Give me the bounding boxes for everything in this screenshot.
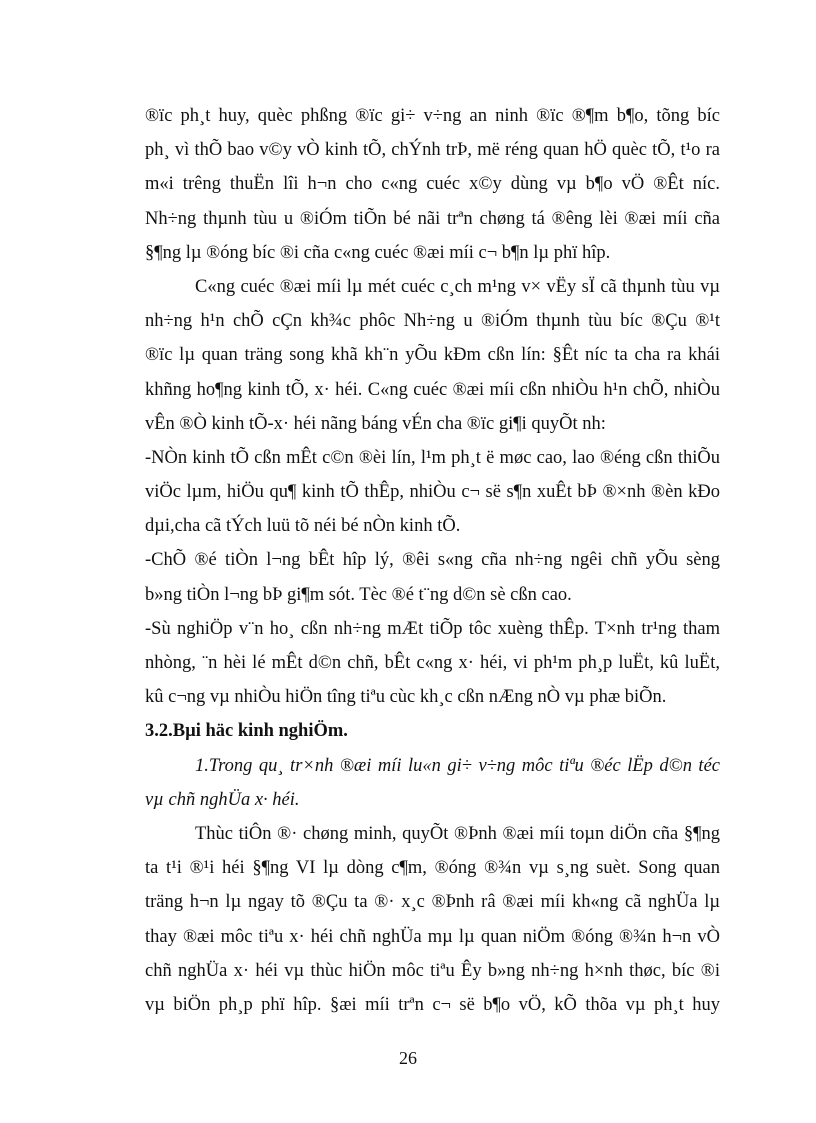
- text-line: thay ®æi môc tiªu x· héi chñ nghÜa mµ lµ quan niÖm ®óng ®¾n h¬n vÒ: [145, 926, 720, 947]
- text-line: §¶ng lµ ®óng bíc ®i cña c«ng cuéc ®æi míi c¬ b¶n lµ phï hîp.: [145, 242, 611, 263]
- text-line: -NÒn kinh tÕ cßn mÊt c©n ®èi lín, l¹m ph¸t ë møc cao, lao ®éng cßn thiÕu: [145, 447, 720, 468]
- subheading-line: vµ chñ nghÜa x· héi.: [145, 789, 300, 810]
- text-line: träng h¬n lµ ngay tõ ®Çu ta ®· x¸c ®Þnh râ ®æi míi kh«ng cã nghÜa lµ: [145, 892, 720, 913]
- text-line: vµ biÖn ph¸p phï hîp. §æi míi trªn c¬ së b¶o vÖ, kÕ thõa vµ ph¸t huy: [145, 994, 720, 1015]
- text-line: dµi,cha cã tÝch luü tõ néi bé nÒn kinh tÕ.: [145, 516, 461, 537]
- text-line: C«ng cuéc ®æi míi lµ mét cuéc c¸ch m¹ng v× vËy sÏ cã thµnh tùu vµ: [195, 276, 720, 297]
- text-line: nhòng, ¨n hèi lé mÊt d©n chñ, bÊt c«ng x· héi, vi ph¹m ph¸p luËt, kû luËt,: [145, 653, 720, 673]
- page-number: 26: [399, 1048, 417, 1068]
- section-heading: 3.2.Bµi häc kinh nghiÖm.: [145, 721, 348, 742]
- text-line: Nh÷ng thµnh tùu u ®iÓm tiÕn bé nãi trªn chøng tá ®êng lèi ®æi míi cña: [145, 208, 720, 229]
- text-line: chñ nghÜa x· héi vµ thùc hiÖn môc tiªu Êy b»ng nh÷ng h×nh thøc, bíc ®i: [145, 960, 720, 981]
- body-text: [145, 99, 720, 1022]
- text-line: -Sù nghiÖp v¨n ho¸ cßn nh÷ng mÆt tiÕp tôc xuèng thÊp. T×nh tr¹ng tham: [145, 618, 720, 639]
- text-line: ®ïc ph¸t huy, quèc phßng ®ïc gi÷ v÷ng an ninh ®ïc ®¶m b¶o, tõng bíc: [145, 106, 720, 126]
- text-line: viÖc lµm, hiÖu qu¶ kinh tÕ thÊp, nhiÒu c¬ së s¶n xuÊt bÞ ®×nh ®èn kÐo: [145, 482, 720, 503]
- subheading-line: 1.Trong qu¸ tr×nh ®æi míi lu«n gi÷ v÷ng môc tiªu ®éc lËp d©n téc: [195, 755, 720, 776]
- text-line: m«i trêng thuËn lîi h¬n cho c«ng cuéc x©y dùng vµ b¶o vÖ ®Êt níc.: [145, 174, 720, 195]
- text-line: b»ng tiÒn l¬ng bÞ gi¶m sót. Tèc ®é t¨ng d©n sè cßn cao.: [145, 584, 572, 605]
- text-line: vÊn ®Ò kinh tÕ-x· héi nãng báng vÉn cha ®ïc gi¶i quyÕt nh:: [145, 413, 606, 434]
- text-line: ta t¹i ®¹i héi §¶ng VI lµ dòng c¶m, ®óng ®¾n vµ s¸ng suèt. Song quan: [145, 858, 720, 879]
- text-line: khñng ho¶ng kinh tÕ, x· héi. C«ng cuéc ®æi míi cßn nhiÒu h¹n chÕ, nhiÒu: [145, 379, 720, 400]
- text-line: kû c¬ng vµ nhiÒu hiÖn tîng tiªu cùc kh¸c cßn nÆng nÒ vµ phæ biÕn.: [145, 687, 667, 708]
- text-line: nh÷ng h¹n chÕ cÇn kh¾c phôc Nh÷ng u ®iÓm thµnh tùu bíc ®Çu ®¹t: [145, 311, 720, 332]
- text-line: Thùc tiÔn ®· chøng minh, quyÕt ®Þnh ®æi míi toµn diÖn cña §¶ng: [195, 823, 720, 844]
- text-line: -ChÕ ®é tiÒn l¬ng bÊt hîp lý, ®êi s«ng cña nh÷ng ngêi chñ yÕu sèng: [145, 550, 720, 571]
- text-line: ph¸ vì thÕ bao v©y vÒ kinh tÕ, chÝnh trÞ, më réng quan hÖ quèc tÕ, t¹o ra: [145, 140, 720, 161]
- text-line: ®ïc lµ quan träng song khã kh¨n yÕu kÐm cßn lín: §Êt níc ta cha ra khái: [145, 345, 720, 366]
